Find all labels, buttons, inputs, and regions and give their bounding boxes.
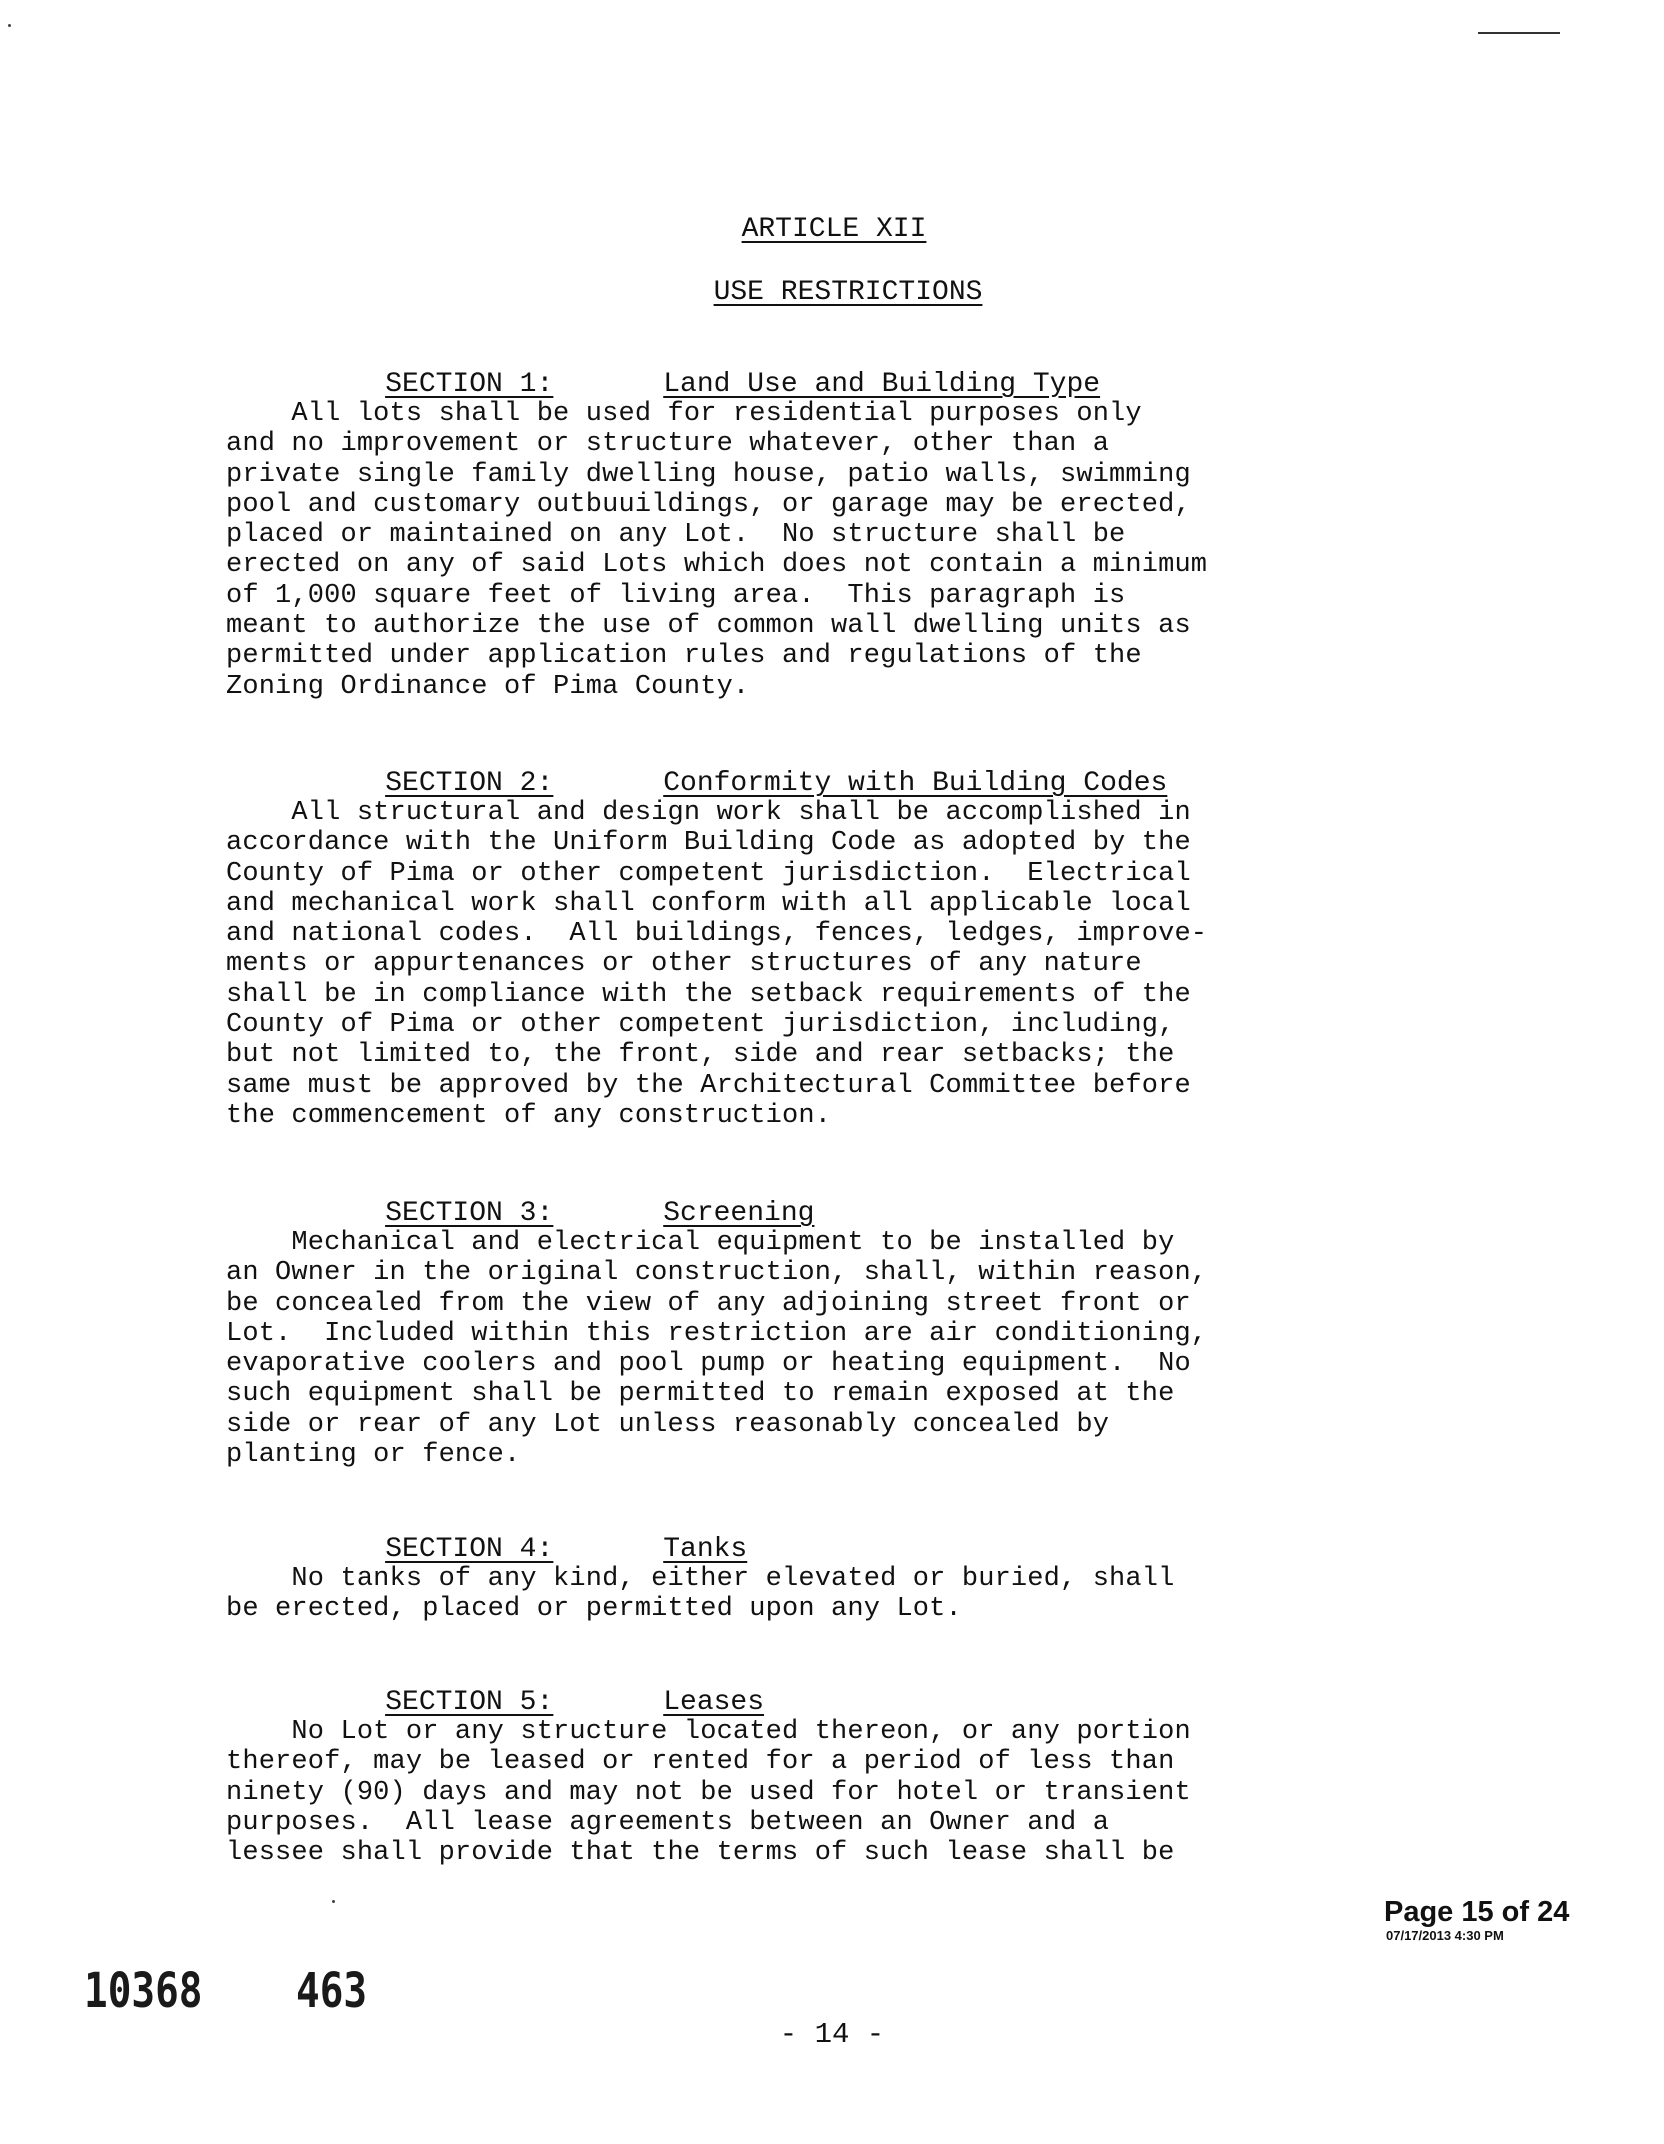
section-title: Tanks [663, 1534, 748, 1565]
article-title: USE RESTRICTIONS [713, 277, 983, 308]
section-4-text: No tanks of any kind, either elevated or buried, shall be erected, placed or permitted upon any Lot. [226, 1564, 1175, 1625]
section-2-text: All structural and design work shall be accomplished in accordance with the Uniform Building Code as adopted by the County of Pima or other competent jurisdiction. Electrical and mechanical work shall conform with all applicable local and national codes. All buildings, fences, ledges, improve- ments or appurtenances or other structures of any nature shall be in compliance with the setback requirements of the County of Pima or other competent jurisdiction, including, but not limited to, the front, side and rear setbacks; the same must be approved by the Architectural Committee before the commencement of any construction. [226, 798, 1208, 1131]
stamp-datetime: 07/17/2013 4:30 PM [1386, 1928, 1504, 1943]
section-title: Conformity with Building Codes [663, 768, 1168, 799]
section-title: Screening [663, 1198, 815, 1229]
section-3-text: Mechanical and electrical equipment to be installed by an Owner in the original construction, shall, within reason, be concealed from the view of any adjoining street front or Lot. Included within this restriction are air conditioning, evaporative coolers and pool pump or heating equipment. No such equipment shall be permitted to remain exposed at the side or rear of any Lot unless reasonably concealed by planting or fence. [226, 1228, 1208, 1471]
section-number: SECTION 5: [385, 1687, 554, 1718]
top-edge-mark [1478, 32, 1560, 34]
scan-speck [332, 1900, 335, 1903]
section-title: Leases [663, 1687, 765, 1718]
docket-number: 10368 [84, 1963, 203, 2019]
article-heading: ARTICLE XII [741, 214, 927, 245]
section-number: SECTION 4: [385, 1534, 554, 1565]
docket-page: 463 [296, 1963, 368, 2019]
recording-page-stamp [1384, 1896, 1584, 1944]
section-number: SECTION 2: [385, 768, 554, 799]
section-1-text: All lots shall be used for residential purposes only and no improvement or structure whatever, other than a private single family dwelling house, patio walls, swimming pool and customary outbuuildings, or garage may be erected, placed or maintained on any Lot. No structure shall be erected on any of said Lots which does not contain a minimum of 1,000 square feet of living area. This paragraph is meant to authorize the use of common wall dwelling units as permitted under application rules and regulations of the Zoning Ordinance of Pima County. [226, 399, 1208, 702]
section-number: SECTION 3: [385, 1198, 554, 1229]
section-title: Land Use and Building Type [663, 369, 1101, 400]
page-count: Page 15 of 24 [1384, 1896, 1570, 1928]
page-number: - 14 - [779, 2018, 885, 2051]
scan-speck [8, 24, 11, 27]
section-5-text: No Lot or any structure located thereon, or any portion thereof, may be leased or rented for a period of less than ninety (90) days and may not be used for hotel or transient purposes. All lease agreements between an Owner and a lessee shall provide that the terms of such lease shall be [226, 1717, 1191, 1869]
section-number: SECTION 1: [385, 369, 554, 400]
